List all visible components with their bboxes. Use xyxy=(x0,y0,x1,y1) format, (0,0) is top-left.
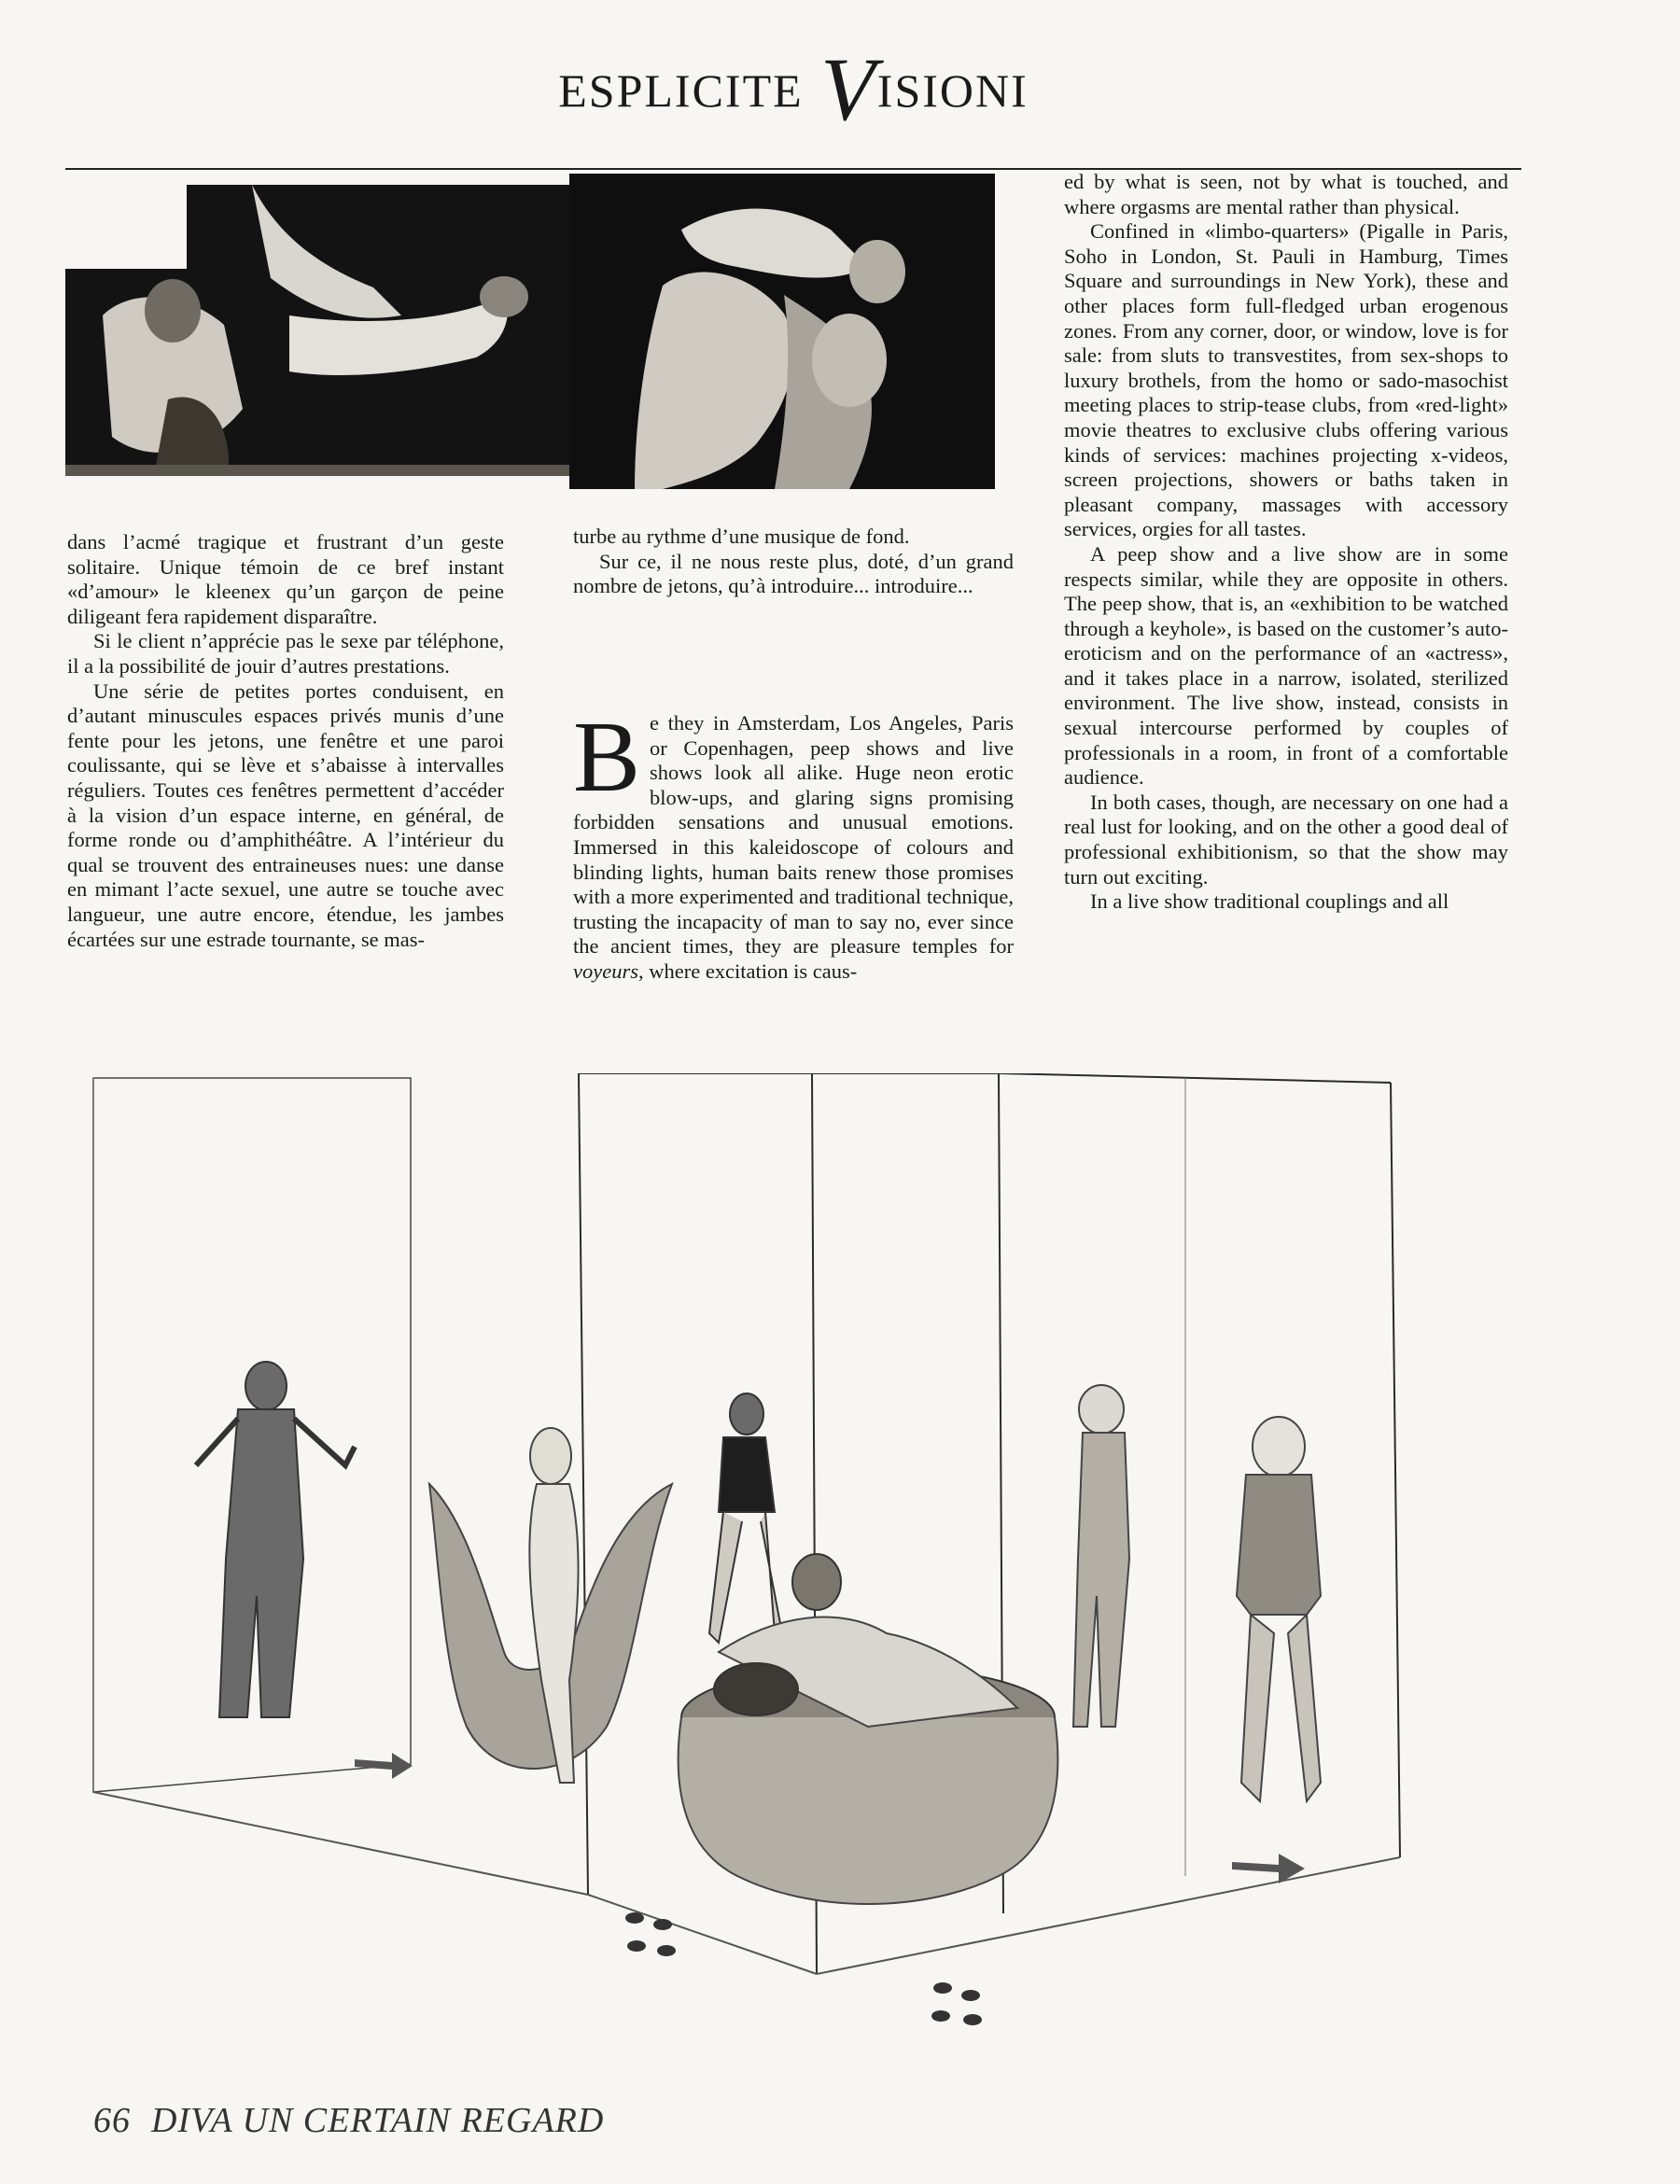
section-title xyxy=(65,39,1521,139)
paragraph: Sur ce, il ne nous reste plus, doté, d’un grand nombre de jetons, qu’à introduire... introduire... xyxy=(573,549,1014,598)
paragraph: In both cases, though, are necessary on one had a real lust for looking, and on the other a good deal of professional exhibitionism, so that the show may turn out exciting. xyxy=(1064,790,1508,889)
column-left xyxy=(67,530,504,952)
english-text: e they in Amsterdam, Los Angeles, Paris or Copenhagen, peep shows and live shows look all alike. Huge neon erotic blow-ups, and glaring signs promising forbidden sensations and unusual emotions. Immersed in this kaleidoscope of colours and blinding lights, human baits renew those promises with a more experimented and traditional technique, trusting the incapacity of man to say no, ever since the ancient times, they are pleasure temples for xyxy=(573,711,1014,959)
illustration-sketch xyxy=(65,1073,1559,2072)
column-right xyxy=(1064,170,1508,915)
photo-left-image xyxy=(65,185,569,476)
english-paragraph xyxy=(573,702,1014,985)
title-suffix: ISIONI xyxy=(876,64,1029,117)
column-middle xyxy=(573,525,1014,599)
paragraph: In a live show traditional couplings and all xyxy=(1090,889,1449,914)
paragraph: turbe au rythme d’une musique de fond. xyxy=(573,525,910,548)
english-article xyxy=(573,702,1014,985)
paragraph: Une série de petites portes conduisent, en d’autant minuscules espaces privés munis d’une fente pour les jetons, une fenêtre et une paroi coulissante, qui se lève et s’abaisse à intervalles réguliers. Toutes ces fenêtres permettent d’accéder à la vision d’un espace interne, en général, de forme ronde ou d’amphithéâtre. A l’intérieur du qual se trouvent des entraineuses nues: une danse en mimant l’acte sexuel, une autre se touche avec langueur, une autre encore, étendue, les jambes écartées sur une estrade tournante, se mas- xyxy=(67,679,504,951)
page-footer xyxy=(93,2100,604,2141)
drop-cap: B xyxy=(573,702,641,813)
title-prefix: ESPLICITE xyxy=(558,64,804,117)
title-big-letter: V xyxy=(820,39,877,139)
page-number: 66 xyxy=(93,2101,131,2140)
paragraph: Confined in «limbo-quarters» (Pigalle in Paris, Soho in London, St. Pauli in Hamburg, Times Square and surroundings in New York), these and other places form full-fledged urban erogenous zones. From any corner, door, or window, love is for sale: from sluts to transvestites, from sex-shops to luxury brothels, from the homo or sado-masochist meeting places to strip-tease clubs, from «red-light» movie theatres to exclusive clubs offering various kinds of services: machines projecting x-videos, screen projections, showers or baths taken in pleasant company, massages with accessory services, orgies for all tastes. xyxy=(1064,219,1508,541)
peep-show-illustration xyxy=(65,1073,1559,2072)
photo-left xyxy=(65,185,569,476)
paragraph: Si le client n’apprécie pas le sexe par téléphone, il a la possibilité de jouir d’autres prestations. xyxy=(67,629,504,678)
photo-middle-image xyxy=(569,174,995,489)
paragraph: dans l’acmé tragique et frustrant d’un geste solitaire. Unique témoin de ce bref instant «d’amour» le kleenex qu’un garçon de peine diligeant fera rapidement disparaître. xyxy=(67,530,504,628)
publication-name: DIVA UN CERTAIN REGARD xyxy=(151,2101,605,2140)
paragraph: ed by what is seen, not by what is touched, and where orgasms are mental rather than physical. xyxy=(1064,170,1508,218)
italic-word: voyeurs xyxy=(573,959,638,983)
paragraph: A peep show and a live show are in some respects similar, while they are opposite in others. The peep show, that is, an «exhibition to be watched through a keyhole», is based on the customer’s auto-eroticism and on the performance of an «actress», and it takes place in a narrow, isolated, sterilized environment. The live show, instead, consists in sexual intercourse performed by couples of professionals in a room, in front of a comfortable audience. xyxy=(1064,541,1508,790)
photo-middle xyxy=(569,174,995,489)
english-text-tail: , where excitation is caus- xyxy=(637,959,858,983)
page-header xyxy=(65,39,1521,140)
